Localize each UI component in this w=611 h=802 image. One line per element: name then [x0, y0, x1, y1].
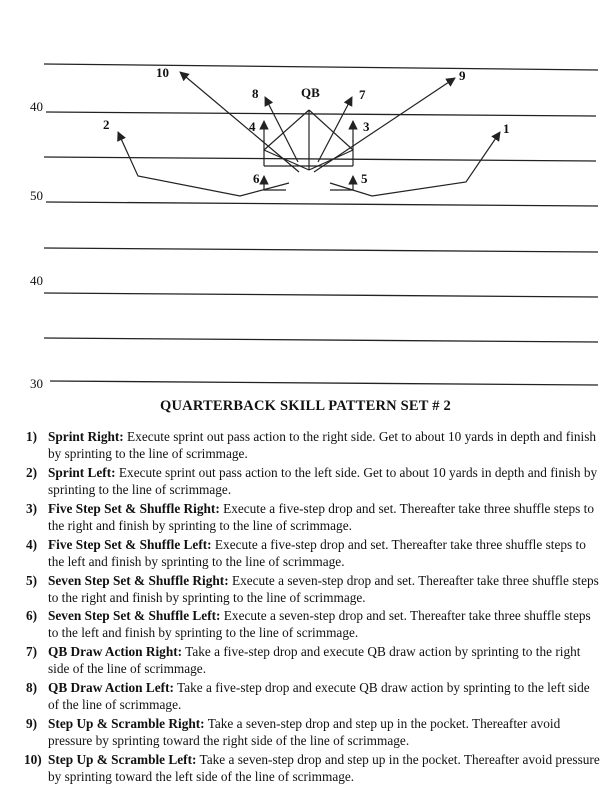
- item-description: Take a five-step drop and execute QB draw action by sprinting to the left side of the line of scrimmage.: [48, 680, 590, 713]
- item-description: Execute sprint out pass action to the left side. Get to about 10 yards in depth and finish by sprinting to the line of scrimmage.: [48, 464, 598, 497]
- yard-marker: 40: [30, 273, 43, 288]
- item-description: Take a seven-step drop and step up in the pocket. Thereafter avoid pressure by sprinting toward the right side of the line of scrimmage.: [48, 716, 561, 749]
- item-name: Sprint Left:: [48, 464, 116, 480]
- yard-marker: 50: [30, 188, 43, 203]
- item-number: 2): [26, 464, 38, 480]
- item-name: Five Step Set & Shuffle Right:: [48, 500, 220, 516]
- route-number-10: 10: [156, 65, 169, 80]
- route-number-2: 2: [103, 117, 110, 132]
- list-item: [26, 572, 601, 606]
- field-line: [50, 381, 598, 385]
- route-number-3: 3: [363, 119, 370, 134]
- item-name: Seven Step Set & Shuffle Left:: [48, 608, 221, 624]
- list-item: [26, 536, 601, 570]
- item-name: QB Draw Action Right:: [48, 644, 183, 660]
- field-lines: [44, 64, 598, 385]
- item-name: Seven Step Set & Shuffle Right:: [48, 572, 229, 588]
- item-number: 10): [24, 752, 42, 768]
- item-name: QB Draw Action Left:: [48, 680, 174, 696]
- item-description: Execute a five-step drop and set. Thereafter take three shuffle steps to the left and finish by sprinting to the line of scrimmage.: [48, 536, 586, 569]
- route-number-9: 9: [459, 68, 466, 83]
- list-item: [26, 607, 601, 641]
- page-title: QUARTERBACK SKILL PATTERN SET # 2: [160, 398, 451, 414]
- field-line: [44, 338, 598, 342]
- list-item: [26, 464, 601, 498]
- item-number: 6): [26, 608, 38, 624]
- route-number-7: 7: [359, 87, 366, 102]
- yard-marker: 30: [30, 376, 43, 391]
- route-1: [330, 132, 500, 196]
- route-number-6: 6: [253, 171, 260, 186]
- route-number-1: 1: [503, 121, 510, 136]
- list-item: [26, 643, 601, 677]
- item-number: 5): [26, 572, 38, 588]
- route-number-5: 5: [361, 171, 368, 186]
- item-name: Sprint Right:: [48, 429, 124, 444]
- list-item: [26, 428, 601, 462]
- item-number: 8): [26, 680, 38, 696]
- yard-marker: 40: [30, 99, 43, 114]
- list-item: [26, 679, 601, 713]
- field-line: [46, 202, 598, 206]
- qb-label: QB: [301, 85, 320, 100]
- item-name: Five Step Set & Shuffle Left:: [48, 536, 212, 552]
- item-number: 1): [26, 429, 38, 444]
- qb-drop-lines: [264, 110, 353, 170]
- item-description: Take a five-step drop and execute QB draw action by sprinting to the right side of the line of scrimmage.: [48, 644, 581, 677]
- field-line: [44, 248, 598, 252]
- item-description: Execute a seven-step drop and set. Thereafter take three shuffle steps to the left and finish by sprinting to the line of scrimmage.: [48, 608, 591, 641]
- route-9: [314, 78, 455, 172]
- route-6: [264, 176, 286, 190]
- item-description: Take a seven-step drop and step up in the pocket. Thereafter avoid pressure by sprinting toward the left side of the line of scrimmage.: [48, 752, 600, 785]
- field-line: [46, 112, 596, 116]
- item-description: Execute a seven-step drop and set. Thereafter take three shuffle steps to the right and finish by sprinting to the line of scrimmage.: [48, 572, 599, 605]
- route-diagram: [0, 0, 611, 395]
- item-description: Execute sprint out pass action to the right side. Get to about 10 yards in depth and finish by sprinting to the line of scrimmage.: [48, 429, 597, 461]
- item-name: Step Up & Scramble Right:: [48, 716, 205, 732]
- item-number: 3): [26, 500, 38, 516]
- route-number-4: 4: [249, 119, 256, 134]
- field-line: [44, 293, 598, 297]
- list-item: [26, 715, 601, 749]
- list-item: [26, 751, 601, 785]
- route-10: [180, 72, 299, 172]
- item-name: Step Up & Scramble Left:: [48, 752, 197, 768]
- item-number: 9): [26, 716, 38, 732]
- item-number: 4): [26, 536, 38, 552]
- item-number: 7): [26, 644, 38, 660]
- field-line: [44, 64, 598, 70]
- pattern-list: [26, 428, 601, 787]
- route-5: [330, 176, 353, 190]
- route-number-8: 8: [252, 86, 259, 101]
- item-description: Execute a five-step drop and set. Thereafter take three shuffle steps to the right and finish by sprinting to the line of scrimmage.: [48, 500, 595, 533]
- list-item: [26, 500, 601, 534]
